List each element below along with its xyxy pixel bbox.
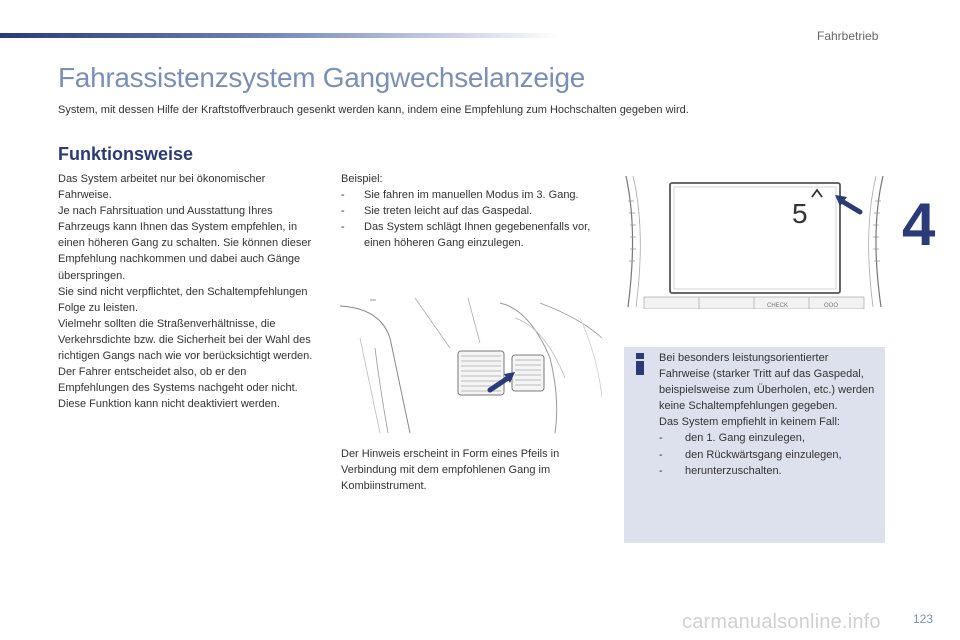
chapter-tab	[900, 185, 960, 270]
example-item-text: Sie fahren im manuellen Modus im 3. Gang.	[364, 189, 579, 202]
page-title: Fahrassistenzsystem Gangwechselanzeige	[58, 62, 586, 93]
info-item: - den 1. Gang einzulegen,	[659, 432, 805, 445]
info-item-text: herunterzuschalten.	[685, 464, 782, 477]
example-list	[341, 187, 611, 251]
page-subtitle: System, mit dessen Hilfe der Kraftstoffverbrauch gesenkt werden kann, indem eine Empfehlung zum Hochschalten gegeben wird.	[58, 104, 689, 116]
info-box-text	[659, 350, 879, 479]
watermark: carmanualsonline.info	[682, 611, 881, 633]
functionality-paragraph: Diese Funktion kann nicht deaktiviert werden.	[58, 398, 280, 411]
example-label: Beispiel:	[341, 173, 383, 185]
info-item-text: den Rückwärtsgang einzulegen,	[685, 448, 842, 461]
example-block	[341, 171, 611, 251]
info-item: - herunterzuschalten.	[659, 464, 782, 477]
section-heading: Funktionsweise	[58, 144, 194, 164]
functionality-paragraph: Sie sind nicht verpflichtet, den Schaltempfehlungen Folge zu leisten.	[58, 285, 308, 314]
functionality-paragraph: Das System arbeitet nur bei ökonomischer Fahrweise.	[58, 173, 266, 202]
info-icon	[632, 352, 648, 376]
functionality-paragraph: Vielmehr sollten die Straßenverhältnisse, die Verkehrsdichte bzw. die Sicherheit bei der Wahl des richtigen Gangs nach wie vor berücksichtigt werden. Der Fahrer entscheidet also, ob er den Empfehlungen des Systems nachgeht oder nicht.	[58, 317, 313, 395]
example-item-text: Sie treten leicht auf das Gaspedal.	[364, 205, 533, 218]
hint-text: Der Hinweis erscheint in Form eines Pfeils in Verbindung mit dem empfohlenen Gang im Kombiinstrument.	[341, 448, 560, 493]
gear-digit: 5	[792, 198, 808, 229]
section-label: Fahrbetrieb	[817, 29, 879, 43]
header-gradient-bar	[0, 33, 560, 38]
info-item: - den Rückwärtsgang einzulegen,	[659, 448, 842, 461]
example-item: - Sie treten leicht auf das Gaspedal.	[341, 205, 533, 218]
instrument-cluster-illustration	[624, 171, 885, 309]
info-item-text: den 1. Gang einzulegen,	[685, 432, 805, 445]
info-lead: Das System empfiehlt in keinem Fall:	[659, 416, 840, 429]
page-number: 123	[913, 612, 934, 626]
cluster-button-label: CHECK	[767, 303, 789, 309]
functionality-text	[58, 171, 320, 412]
functionality-paragraph: Je nach Fahrsituation und Ausstattung Ihres Fahrzeugs kann Ihnen das System empfehlen, in einen höheren Gang zu schalten. Sie können dieser Empfehlung nachkommen und dabei auch Gänge überspringen.	[58, 205, 312, 282]
info-list	[659, 430, 879, 478]
example-item: - Sie fahren im manuellen Modus im 3. Gang.	[341, 189, 579, 202]
pedals-illustration	[340, 298, 602, 435]
example-item: - Das System schlägt Ihnen gegebenenfalls vor, einen höheren Gang einzulegen.	[341, 221, 591, 250]
chapter-number: 4	[902, 191, 936, 258]
info-intro: Bei besonders leistungsorientierter Fahrweise (starker Tritt auf das Gaspedal, beispielsweise zum Überholen, etc.) werden keine Schaltempfehlungen gegeben.	[659, 352, 875, 413]
example-item-text: Das System schlägt Ihnen gegebenenfalls vor, einen höheren Gang einzulegen.	[364, 221, 591, 250]
cluster-button-label: OOO	[824, 303, 839, 309]
